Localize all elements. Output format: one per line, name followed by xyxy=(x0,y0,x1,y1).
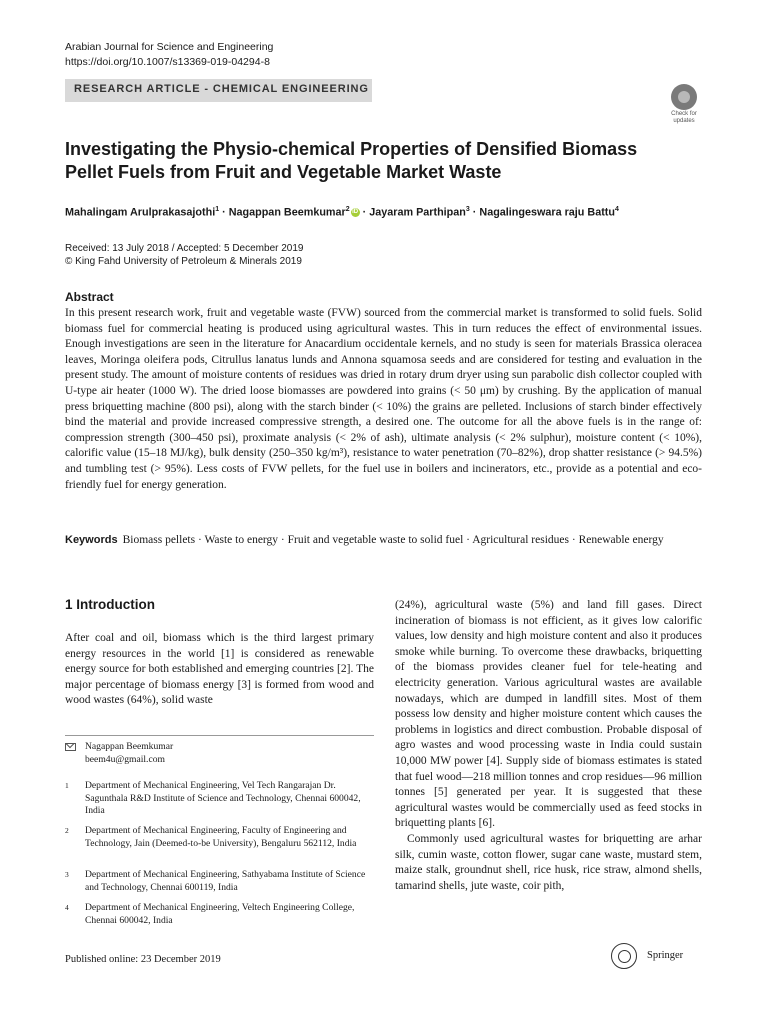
keywords-label: Keywords xyxy=(65,534,118,546)
article-type-label: RESEARCH ARTICLE - CHEMICAL ENGINEERING xyxy=(74,83,369,95)
intro-paragraph: After coal and oil, biomass which is the third largest primary energy resources in the world [1] is considered as renewable energy source for both established and emerging countries [2]. The major percentage of biomass energy [3] is formed from wood and wood wastes (64%), solid waste xyxy=(65,632,374,707)
doi-link[interactable]: https://doi.org/10.1007/s13369-019-04294-8 xyxy=(65,56,270,68)
intro-right-column xyxy=(395,598,702,894)
publisher-name: Springer xyxy=(647,950,684,961)
abstract-text: In this present research work, fruit and vegetable waste (FVW) sourced from the commercial market is transformed to solid fuels. Solid biomass fuel for commercial heating is produced using agricultural wastes. This in turn reduces the effect of environmental issues. Enough investigations are seen in the literature for Anacardium occidentale kernels, and no study is seen for materials Brassica oleracea leaves, Moringa oleifera pods, Citrullus lanatus lunds and Annona squamosa seeds and are considered for testing and evaluation in the present study. The amount of moisture contents of residues was dried in rotary drum dryer using sun parabolic dish collector coupled with U-type air heater (1000 W). The dried loose biomasses are powdered into grains (< 50 μm) by crushing. By the application of manual press briquetting machine (800 psi), along with the starch binder (< 10%) the grains are pelleted. Inclusions of starch binder effectively bind the material and provide increased compressive strength, a desired one. The outcome for all the above fuels is in the range of: compression strength (300–450 psi), proximate analysis (< 2% of ash), ultimate analysis (< 2% sulphur), moisture content (< 10%), calorific value (15–18 MJ/kg), bulk density (250–350 kg/m³), resistance to water penetration (70–82%), drop shatter resistance (> 94.5%) and tumbling test (> 95%). Less costs of FVW pellets, for the fuel use in boilers and incinerators, etc., provide as a potential and eco-friendly fuel for energy generation. xyxy=(65,307,702,491)
affiliation-text: Department of Mechanical Engineering, Sathyabama Institute of Science and Technology, Chennai 600119, India xyxy=(85,869,366,893)
corresponding-email[interactable]: beem4u@gmail.com xyxy=(85,753,165,765)
article-dates xyxy=(65,242,303,268)
affiliation-text: Department of Mechanical Engineering, Vel Tech Rangarajan Dr. Sagunthala R&D Institute of Science and Technology, Chennai 600042, India xyxy=(85,780,361,816)
published-online: Published online: 23 December 2019 xyxy=(65,954,221,965)
intro-left-column xyxy=(65,631,374,709)
keywords-text: Biomass pellets · Waste to energy · Fruit and vegetable waste to solid fuel · Agricultural residues · Renewable energy xyxy=(122,534,664,546)
article-type-banner xyxy=(65,79,372,102)
envelope-icon xyxy=(65,743,76,751)
seal-icon xyxy=(611,943,637,969)
received-accepted: Received: 13 July 2018 / Accepted: 5 December 2019 xyxy=(65,243,304,254)
article-title: Investigating the Physio-chemical Properties of Densified Biomass Pellet Fuels from Fruit and Vegetable Market Waste xyxy=(65,139,638,182)
author-affiliation-mark: 2 xyxy=(345,206,350,213)
author-name: Nagalingeswara raju Battu xyxy=(479,206,615,219)
keywords xyxy=(65,532,702,548)
footnote-divider xyxy=(65,735,374,736)
author-name: Jayaram Parthipan xyxy=(369,206,466,219)
orcid-icon[interactable]: iD xyxy=(352,209,359,216)
check-updates-icon xyxy=(671,84,697,110)
section-heading-introduction: 1 Introduction xyxy=(65,597,155,612)
intro-paragraph: Commonly used agricultural wastes for briquetting are arhar silk, cumin waste, cotton flower, sugar cane waste, mustard stem, maize stalk, groundnut shell, rice husk, rice straw, almond shells, tamarind shells, jute waste, coir pith, xyxy=(395,832,702,892)
copyright: © King Fahd University of Petroleum & Minerals 2019 xyxy=(65,256,302,267)
check-updates-label: Check for updates xyxy=(671,111,697,124)
author-affiliation-mark: 4 xyxy=(615,206,619,213)
affiliation-mark: 2 xyxy=(65,826,69,835)
affiliation-mark: 4 xyxy=(65,903,69,912)
affiliation-text: Department of Mechanical Engineering, Faculty of Engineering and Technology, Jain (Deemed-to-be University), Bengaluru 562112, India xyxy=(85,825,357,849)
abstract-body xyxy=(65,306,702,493)
affiliation-footnote xyxy=(65,825,374,850)
author-name: Nagappan Beemkumar xyxy=(228,206,346,219)
author-affiliation-mark: 3 xyxy=(465,206,470,213)
journal-name: Arabian Journal for Science and Engineering xyxy=(65,41,274,53)
author-affiliation-mark: 1 xyxy=(215,206,220,213)
author-name: Mahalingam Arulprakasajothi xyxy=(65,206,216,219)
affiliation-mark: 3 xyxy=(65,870,69,879)
intro-paragraph: (24%), agricultural waste (5%) and land fill gases. Direct incineration of biomass is not efficient, as it gives low calorific values, low density and high moisture content and also it produces smoke while burning. To overcome these drawbacks, briquetting of the biomass provides cleaner fuel for tele-heating and electricity generation. Various agricultural wastes are available nowadays, which are dumped in landfill sites. Most of them possess low density and higher moisture content which causes the problems in logistics and direct combustion. Probable disposal of agro wastes and wood processing waste in India could sustain 10,000 MW power [4]. Supply side of biomass estimates is stated that fuel wood—218 million tonnes and crop residues—96 million tonnes [5] generated per year. It is suggested that these agricultural wastes would be commercially used as feed stocks in briquetting plants [6]. xyxy=(395,599,702,830)
affiliation-text: Department of Mechanical Engineering, Veltech Engineering College, Chennai 600042, India xyxy=(85,902,355,926)
affiliation-footnote xyxy=(65,902,374,927)
publisher-logo xyxy=(611,943,711,971)
check-for-updates-badge[interactable] xyxy=(664,84,704,124)
affiliation-mark: 1 xyxy=(65,781,69,790)
affiliation-footnote xyxy=(65,780,374,818)
corresponding-author xyxy=(65,741,374,766)
abstract-heading: Abstract xyxy=(65,290,114,304)
author-list: Mahalingam Arulprakasajothi$^1$ · Nagappan Beemkumar$^2$ iD · Jayaram Parthipan$^3$ · Nagalingeswara raju Battu$^4$ xyxy=(65,206,619,219)
corresponding-name: Nagappan Beemkumar xyxy=(85,741,174,752)
affiliation-footnote xyxy=(65,869,374,894)
